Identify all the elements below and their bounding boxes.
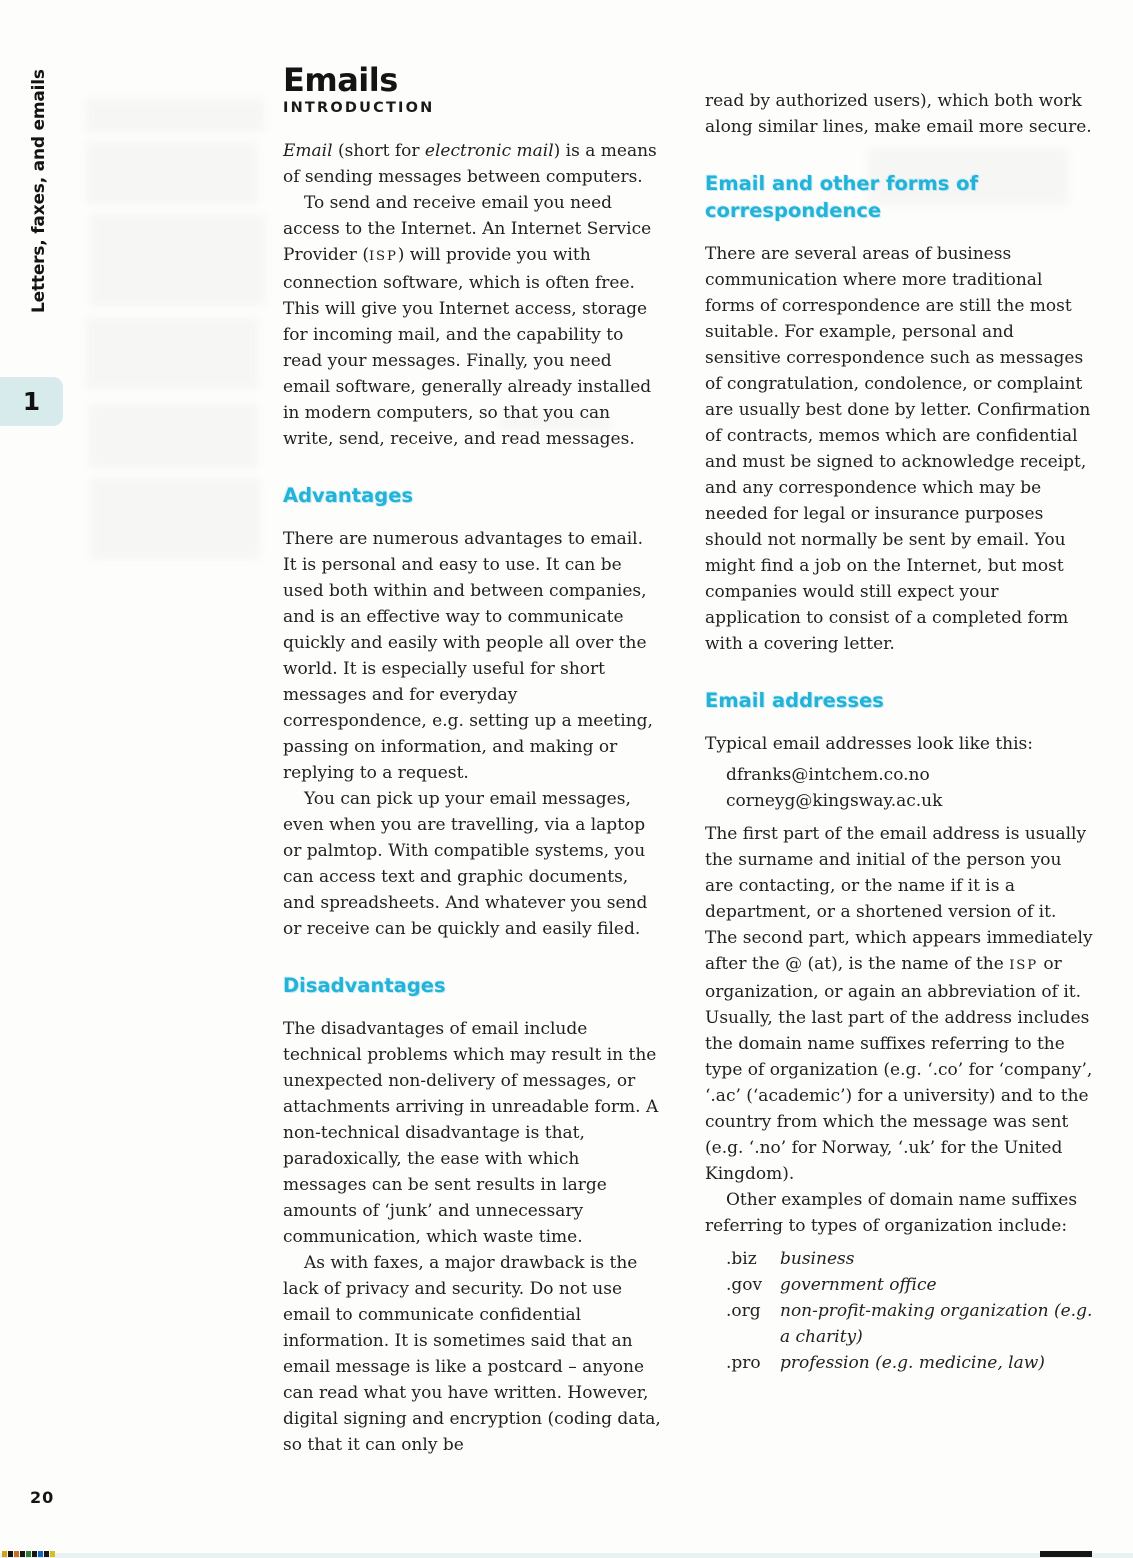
suffix-row bbox=[726, 1298, 1093, 1350]
suffix-definition: non-profit-making organization (e.g. a charity) bbox=[780, 1301, 1093, 1347]
left-column bbox=[283, 100, 661, 1458]
text-segment: You can pick up your email messages, even when you are travelling, via a laptop or palmtop. With compatible systems, you can access text and graphic documents, and spreadsheets. And whatever you send or receive can be quickly and easily filed. bbox=[283, 789, 648, 939]
text-segment: As with faxes, a major drawback is the lack of privacy and security. Do not use email to communicate confidential information. It is sometimes said that an email message is like a postcard – anyone can read what you have written. However, digital signing and encryption (coding data, so that it can only be bbox=[283, 1253, 661, 1455]
paragraph bbox=[283, 190, 661, 452]
section-heading: Advantages bbox=[283, 484, 414, 507]
paragraph bbox=[705, 731, 1093, 757]
registration-mark bbox=[8, 1551, 13, 1557]
suffix-term: .gov bbox=[726, 1275, 763, 1295]
section-heading: Disadvantages bbox=[283, 974, 446, 997]
suffix-term: .pro bbox=[726, 1353, 761, 1373]
page-title: Emails bbox=[283, 61, 398, 100]
paragraph bbox=[705, 241, 1093, 657]
suffix-term: .org bbox=[726, 1301, 761, 1321]
domain-suffix-list bbox=[705, 1246, 1093, 1376]
chapter-number-tab bbox=[0, 377, 63, 426]
text-segment: ) will provide you with connection software, which is often free. This will give you Internet access, storage for incoming mail, and the capability to read your messages. Finally, you need email software, generally already installed in modern computers, so that you can write, send, receive, and read messages. bbox=[283, 245, 652, 449]
paragraph bbox=[283, 1250, 661, 1458]
chapter-number: 1 bbox=[22, 387, 41, 416]
text-segment: Typical email addresses look like this: bbox=[705, 734, 1033, 754]
scan-bottom-mark bbox=[1040, 1551, 1092, 1557]
text-segment: (short for bbox=[332, 141, 425, 161]
text-segment: read by authorized users), which both work along similar lines, make email more secure. bbox=[705, 91, 1092, 137]
paragraph bbox=[283, 1016, 661, 1250]
paragraph bbox=[705, 821, 1093, 1187]
text-segment: The first part of the email address is usually the surname and initial of the person you are contacting, or the name if it is a department, or a shortened version of it. The second part, which appears immediately after the @ (at), is the name of the bbox=[705, 824, 1093, 974]
paragraph bbox=[283, 138, 661, 190]
paragraph bbox=[705, 1187, 1093, 1239]
page-bottom-edge bbox=[0, 1553, 1133, 1558]
registration-mark bbox=[2, 1551, 7, 1557]
registration-mark bbox=[44, 1551, 49, 1557]
registration-mark bbox=[20, 1551, 25, 1557]
text-segment: The disadvantages of email include technical problems which may result in the unexpected non-delivery of messages, or attachments arriving in unreadable form. A non-technical disadvantage is that, paradoxically, the ease with which messages can be sent results in large amounts of ‘junk’ and unnecessary communication, which waste time. bbox=[283, 1019, 659, 1247]
page-number: 20 bbox=[30, 1488, 55, 1507]
text-segment: Other examples of domain name suffixes referring to types of organization include: bbox=[705, 1190, 1078, 1236]
suffix-term: .biz bbox=[726, 1249, 757, 1269]
registration-mark bbox=[14, 1551, 19, 1557]
suffix-definition: business bbox=[780, 1249, 855, 1269]
paragraph bbox=[283, 786, 661, 942]
registration-mark bbox=[32, 1551, 37, 1557]
section-kicker: INTRODUCTION bbox=[283, 100, 435, 116]
section-heading: Email addresses bbox=[705, 689, 884, 712]
suffix-row bbox=[726, 1246, 1093, 1272]
text-segment: There are numerous advantages to email. It is personal and easy to use. It can be used both within and between companies, and is an effective way to communicate quickly and easily with people all over the world. It is especially useful for short messages and for everyday correspondence, e.g. setting up a meeting, passing on information, and making or replying to a request. bbox=[283, 529, 653, 783]
text-segment: or organization, or again an abbreviation of it. Usually, the last part of the address includes the domain name suffixes referring to the type of organization (e.g. ‘.co’ for ‘company’, ‘.ac’ (‘academic’) for a university) and to the country from which the message was sent (e.g. ‘.no’ for Norway, ‘.uk’ for the United Kingdom). bbox=[705, 954, 1093, 1184]
registration-mark bbox=[38, 1551, 43, 1557]
suffix-row bbox=[726, 1350, 1093, 1376]
paragraph bbox=[705, 88, 1093, 140]
text-segment: ISP bbox=[1009, 958, 1038, 973]
right-column bbox=[705, 88, 1093, 1376]
registration-mark bbox=[26, 1551, 31, 1557]
text-segment: Email bbox=[283, 141, 333, 161]
suffix-definition: government office bbox=[780, 1275, 937, 1295]
paragraph bbox=[283, 526, 661, 786]
email-address: corneyg@kingsway.ac.uk bbox=[726, 791, 943, 811]
print-registration-marks bbox=[2, 1551, 55, 1557]
text-segment: ISP bbox=[368, 249, 398, 264]
text-segment: There are several areas of business communication where more traditional forms of correspondence are still the most suitable. For example, personal and sensitive correspondence such as messages of congratulation, condolence, or complaint are usually best done by letter. Confirmation of contracts, memos which are confidential and must be signed to acknowledge receipt, and any correspondence which may be needed for legal or insurance purposes should not normally be sent by email. You might find a job on the Internet, but most companies would still expect your application to consist of a completed form with a covering letter. bbox=[705, 244, 1091, 654]
email-address-examples bbox=[705, 762, 1093, 814]
suffix-row bbox=[726, 1272, 1093, 1298]
text-segment: To send and receive email you need access to the Internet. An Internet Service Provider ( bbox=[283, 193, 652, 265]
email-address: dfranks@intchem.co.no bbox=[726, 765, 930, 785]
registration-mark bbox=[50, 1551, 55, 1557]
text-segment: electronic mail bbox=[424, 141, 554, 161]
text-segment: ) is a means of sending messages between computers. bbox=[283, 141, 657, 187]
sidebar-chapter-label: Letters, faxes, and emails bbox=[29, 69, 49, 313]
section-heading: Email and other forms of correspondence bbox=[705, 172, 979, 222]
suffix-definition: profession (e.g. medicine, law) bbox=[780, 1353, 1045, 1373]
